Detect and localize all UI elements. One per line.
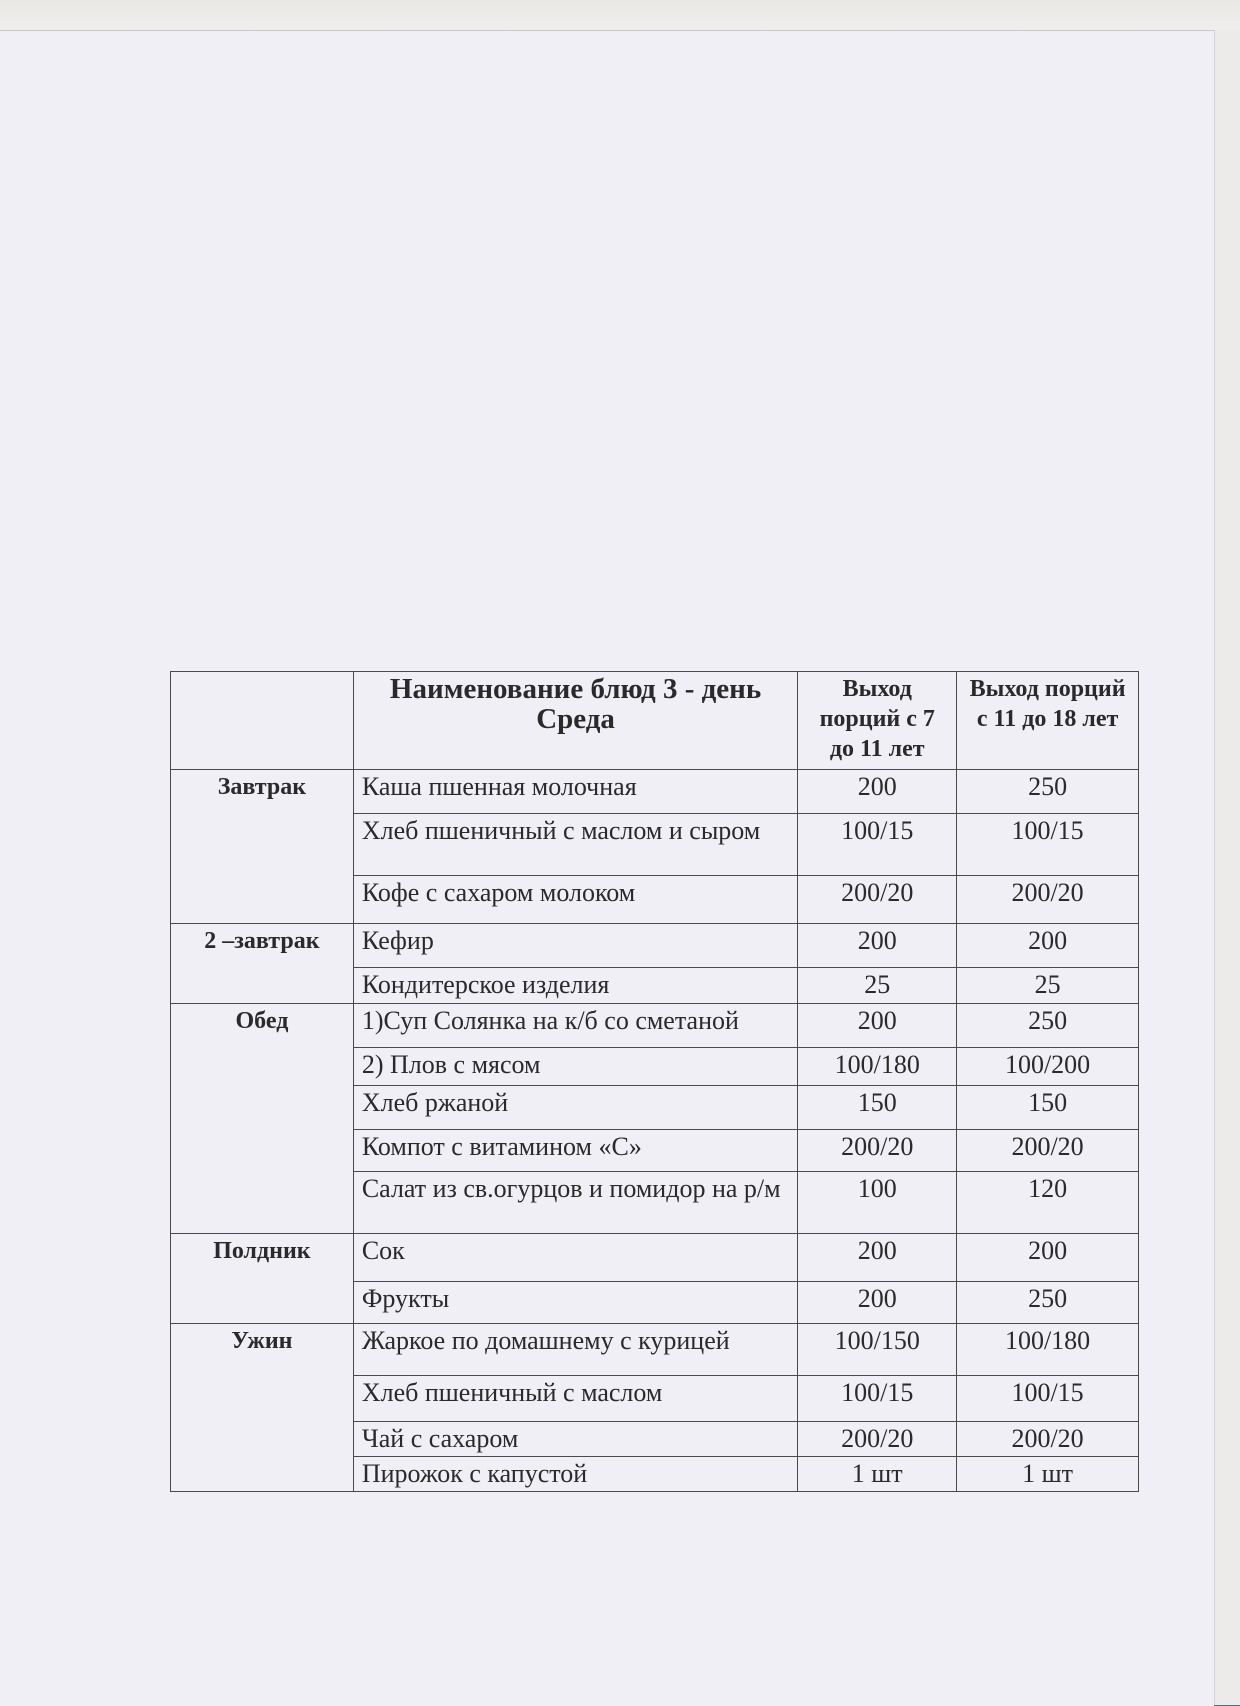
portion-11-18: 200/20 — [957, 1130, 1139, 1172]
portion-11-18: 100/15 — [957, 814, 1139, 876]
meal-name: 2 –завтрак — [171, 924, 354, 1004]
portion-7-11: 200 — [798, 1234, 957, 1282]
portion-7-11-header: Выход порций с 7 до 11 лет — [798, 672, 957, 770]
portion-11-18: 200/20 — [957, 876, 1139, 924]
dish-name: Каша пшенная молочная — [353, 770, 797, 814]
dish-name: Компот с витамином «С» — [353, 1130, 797, 1172]
portion-11-18: 200/20 — [957, 1422, 1139, 1457]
portion-7-11: 100/180 — [798, 1048, 957, 1086]
portion-7-11: 200/20 — [798, 1130, 957, 1172]
portion-7-11: 100/150 — [798, 1324, 957, 1376]
portion-11-18: 1 шт — [957, 1457, 1139, 1492]
portion-7-11: 100 — [798, 1172, 957, 1234]
menu-table — [170, 671, 1139, 1492]
portion-7-11: 200 — [798, 1282, 957, 1324]
portion-11-18: 100/200 — [957, 1048, 1139, 1086]
portion-11-18: 120 — [957, 1172, 1139, 1234]
scanner-edge — [0, 0, 1240, 30]
portion-7-11: 1 шт — [798, 1457, 957, 1492]
dish-name: Сок — [353, 1234, 797, 1282]
portion-11-18: 250 — [957, 1282, 1139, 1324]
portion-7-11: 150 — [798, 1086, 957, 1130]
portion-11-18: 25 — [957, 968, 1139, 1004]
dish-name: 2) Плов с мясом — [353, 1048, 797, 1086]
dish-name: Кефир — [353, 924, 797, 968]
dish-name: Хлеб пшеничный с маслом — [353, 1376, 797, 1422]
table-row — [171, 924, 1139, 968]
portion-7-11: 200/20 — [798, 876, 957, 924]
portion-11-18: 250 — [957, 770, 1139, 814]
dish-name: Чай с сахаром — [353, 1422, 797, 1457]
table-row — [171, 1004, 1139, 1048]
portion-7-11: 100/15 — [798, 1376, 957, 1422]
table-row — [171, 770, 1139, 814]
portion-7-11: 200 — [798, 770, 957, 814]
meal-name: Обед — [171, 1004, 354, 1234]
dish-name: Фрукты — [353, 1282, 797, 1324]
menu-body — [171, 770, 1139, 1492]
dish-column-header: Наименование блюд 3 - день Среда — [353, 672, 797, 770]
meal-column-header — [171, 672, 354, 770]
header-row — [171, 672, 1139, 770]
dish-name: Хлеб ржаной — [353, 1086, 797, 1130]
dish-name: 1)Суп Солянка на к/б со сметаной — [353, 1004, 797, 1048]
portion-7-11: 25 — [798, 968, 957, 1004]
dish-name: Хлеб пшеничный с маслом и сыром — [353, 814, 797, 876]
dish-name: Кондитерское изделия — [353, 968, 797, 1004]
portion-11-18: 200 — [957, 924, 1139, 968]
meal-name: Полдник — [171, 1234, 354, 1324]
dish-name: Пирожок с капустой — [353, 1457, 797, 1492]
portion-11-18: 150 — [957, 1086, 1139, 1130]
portion-11-18: 100/180 — [957, 1324, 1139, 1376]
dish-name: Жаркое по домашнему с курицей — [353, 1324, 797, 1376]
dish-name: Салат из св.огурцов и помидор на р/м — [353, 1172, 797, 1234]
portion-7-11: 200 — [798, 924, 957, 968]
portion-11-18: 250 — [957, 1004, 1139, 1048]
paper-edge — [1214, 30, 1240, 1705]
table-row — [171, 1324, 1139, 1376]
table-row — [171, 1234, 1139, 1282]
portion-11-18-header: Выход порций с 11 до 18 лет — [957, 672, 1139, 770]
portion-11-18: 200 — [957, 1234, 1139, 1282]
portion-7-11: 200 — [798, 1004, 957, 1048]
meal-name: Ужин — [171, 1324, 354, 1492]
dish-name: Кофе с сахаром молоком — [353, 876, 797, 924]
meal-name: Завтрак — [171, 770, 354, 924]
portion-7-11: 100/15 — [798, 814, 957, 876]
portion-11-18: 100/15 — [957, 1376, 1139, 1422]
portion-7-11: 200/20 — [798, 1422, 957, 1457]
